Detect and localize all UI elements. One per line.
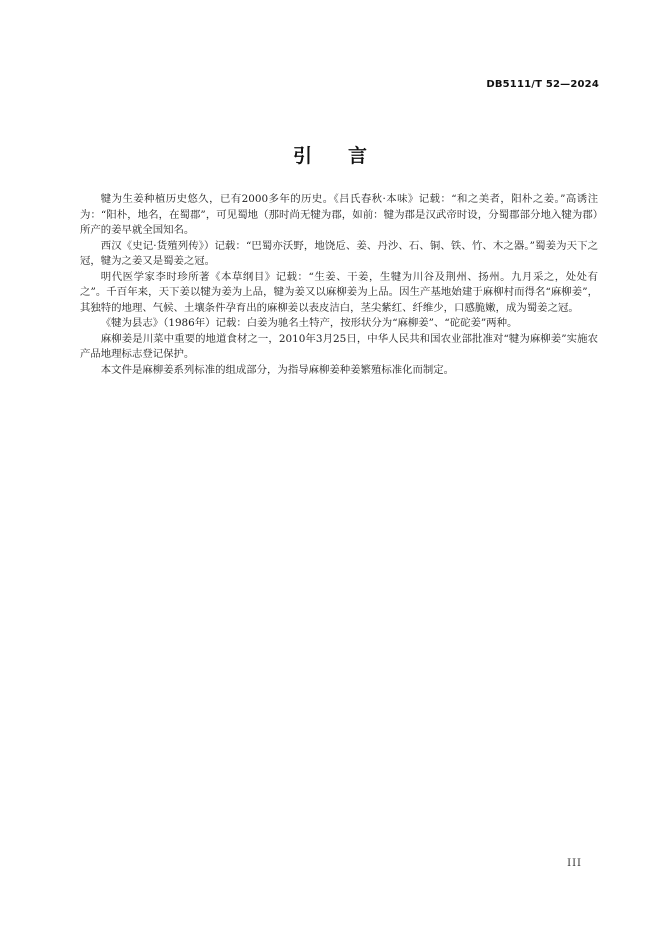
page-number: III (567, 858, 582, 869)
paragraph-purpose: 本文件是麻柳姜系列标准的组成部分，为指导麻柳姜种姜繁殖标准化而制定。 (100, 363, 455, 376)
document-code: DB5111/T 52—2024 (486, 79, 599, 90)
paragraph-shiji: 西汉《史记·货殖列传》）记载：“巴蜀亦沃野，地饶卮、姜、丹沙、石、铜、铁、竹、木之器。”蜀姜为天下之冠，犍为之姜又是蜀姜之冠。 (80, 239, 598, 267)
paragraph-bencao: 明代医学家李时珍所著《本草纲目》记载：“生姜、干姜，生犍为川谷及荆州、扬州。九月采之，处处有之”。千百年来，天下姜以犍为姜为上品，犍为姜又以麻柳姜为上品。因生产基地始建于麻柳村而得名“麻柳姜”，其独特的地理、气候、土壤条件孕育出的麻柳姜以表皮洁白，茎尖紫红、纤维少，口感脆嫩，成为蜀姜之冠。 (80, 270, 598, 314)
title-char-2: 言 (348, 145, 370, 167)
paragraph-geographic-indication: 麻柳姜是川菜中重要的地道食材之一，2010年3月25日，中华人民共和国农业部批准对“犍为麻柳姜”实施农产品地理标志登记保护。 (80, 332, 598, 360)
paragraph-history: 犍为生姜种植历史悠久，已有2000多年的历史。《吕氏春秋·本味》记载：“和之美者，阳朴之姜。”高诱注为：“阳朴，地名，在蜀郡”，可见蜀地（那时尚无犍为郡，如前：犍为郡是汉武帝时设，分蜀郡部分地入犍为郡）所产的姜早就全国知名。 (80, 193, 598, 236)
page-title (0, 141, 662, 168)
paragraph-county-annals: 《犍为县志》（1986年）记载：白姜为驰名土特产，按形状分为“麻柳姜”、“砣砣姜”两种。 (100, 317, 518, 329)
introduction-body (80, 192, 598, 378)
title-char-1: 引 (292, 145, 314, 167)
